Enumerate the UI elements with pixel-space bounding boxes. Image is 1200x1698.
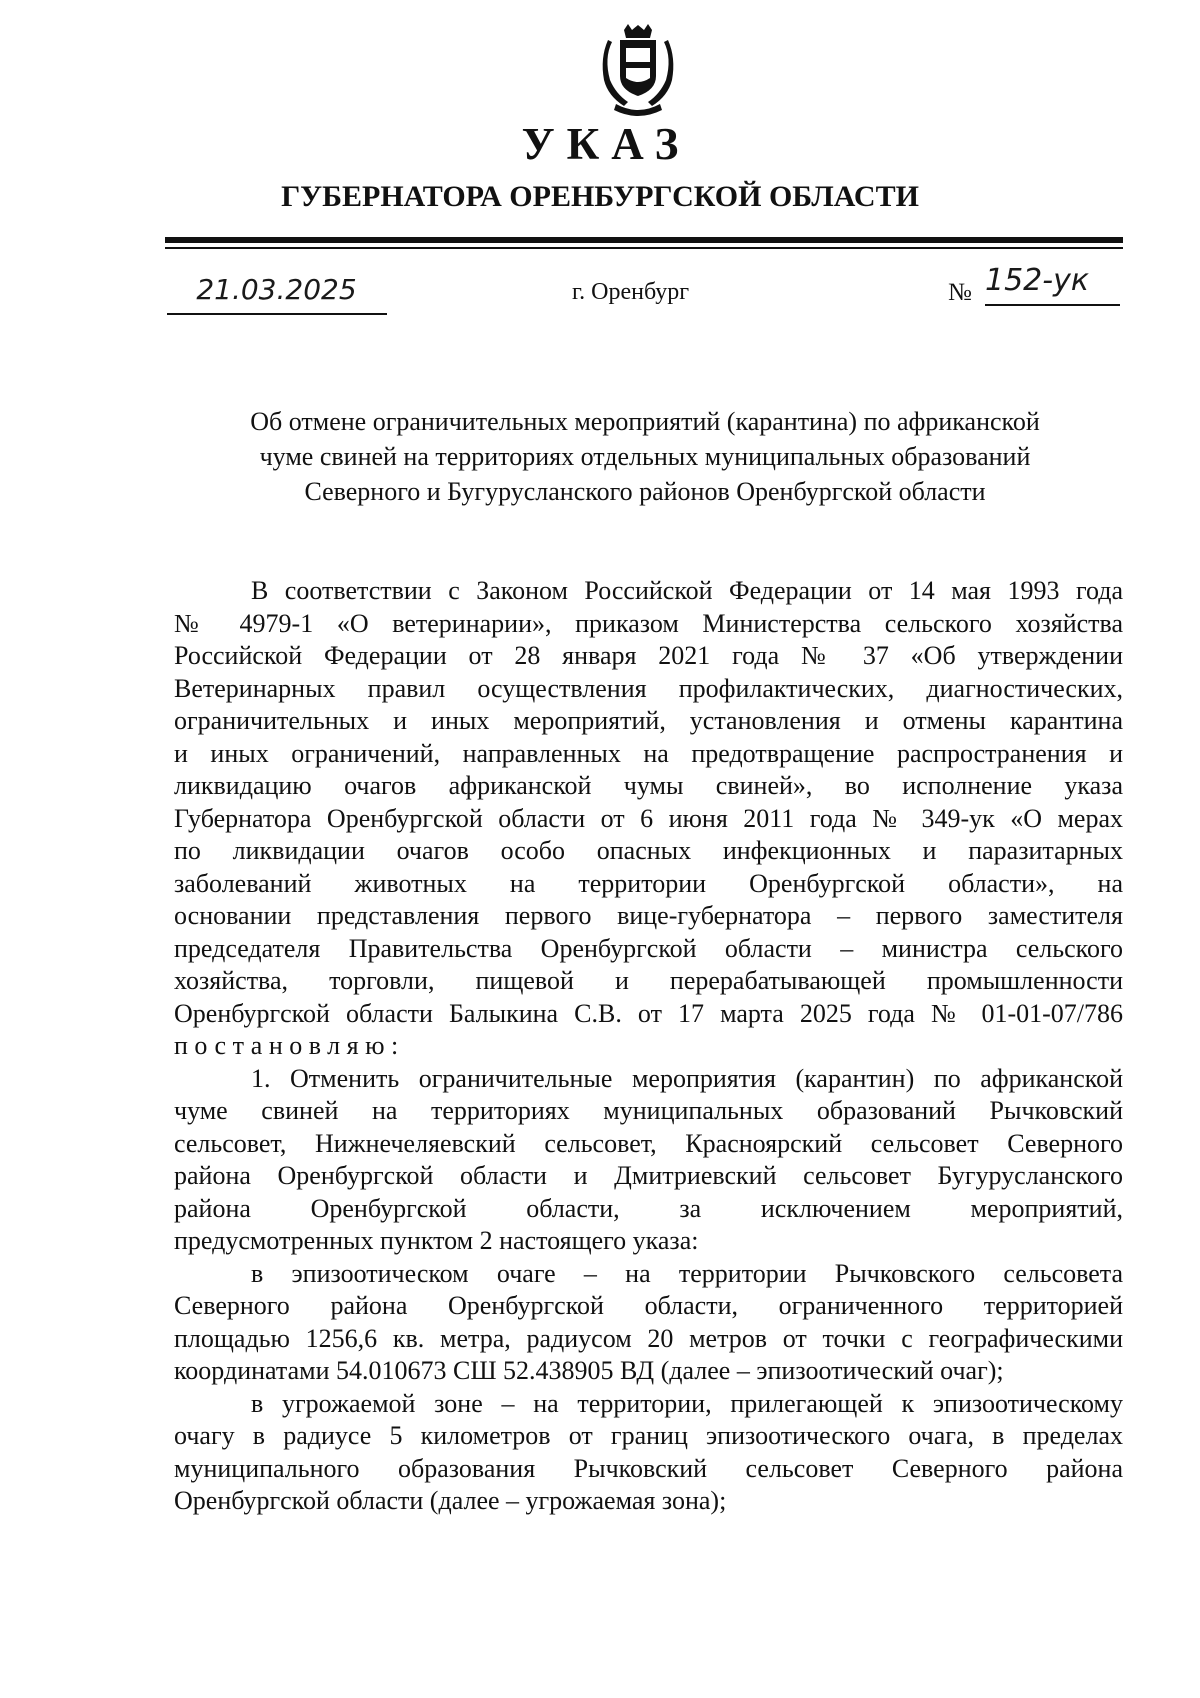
body-line: Губернатора Оренбургской области от 6 июня 2011 года № 349-ук «О мерах xyxy=(174,803,1123,833)
body-line: муниципального образования Рычковский сельсовет Северного района xyxy=(174,1453,1123,1483)
coat-of-arms-icon xyxy=(598,24,678,118)
body-line: 1. Отменить ограничительные мероприятия (карантин) по африканской xyxy=(251,1063,1123,1093)
body-line: ограничительных и иных мероприятий, установления и отмены карантина xyxy=(174,706,1123,735)
body-line: Оренбургской области Балыкина С.В. от 17 марта 2025 года № 01-01-07/786 xyxy=(174,998,1123,1028)
issuer-heading: ГУБЕРНАТОРА ОРЕНБУРГСКОЙ ОБЛАСТИ xyxy=(281,180,919,213)
subject-line: Северного и Бугурусланского районов Оренбургской области xyxy=(304,477,986,506)
decree-date: 21.03.2025 xyxy=(196,273,357,306)
body-line: района Оренбургской области и Дмитриевский сельсовет Бугурусланского xyxy=(174,1161,1123,1190)
body-line: председателя Правительства Оренбургской области – министра сельского xyxy=(174,933,1123,963)
body-line: чуме свиней на территориях муниципальных образований Рычковский xyxy=(174,1096,1123,1125)
header-divider-thick xyxy=(165,237,1123,243)
body-line: Российской Федерации от 28 января 2021 года № 37 «Об утверждении xyxy=(174,641,1123,670)
subject-line: Об отмене ограничительных мероприятий (карантина) по африканской xyxy=(250,407,1040,436)
body-line: в угрожаемой зоне – на территории, прилегающей к эпизоотическому xyxy=(251,1388,1123,1418)
decree-subject xyxy=(200,404,1090,509)
body-line: В соответствии с Законом Российской Федерации от 14 мая 1993 года xyxy=(251,576,1123,605)
decree-title: УКАЗ xyxy=(521,119,691,169)
body-line: координатами 54.010673 СШ 52.438905 ВД (далее – эпизоотический очаг); xyxy=(174,1356,1004,1385)
body-line: предусмотренных пунктом 2 настоящего указа: xyxy=(174,1226,699,1255)
number-sign: № xyxy=(948,279,972,306)
body-line: Оренбургской области (далее – угрожаемая зона); xyxy=(174,1486,727,1515)
body-line: основании представления первого вице-губернатора – первого заместителя xyxy=(174,901,1123,930)
body-line: сельсовет, Нижнечеляевский сельсовет, Красноярский сельсовет Северного xyxy=(174,1128,1123,1158)
header-divider-thin xyxy=(165,247,1123,249)
body-line: площадью 1256,6 кв. метра, радиусом 20 метров от точки с географическими xyxy=(174,1323,1123,1353)
decree-number: 152-ук xyxy=(985,263,1089,298)
subject-line: чуме свиней на территориях отдельных муниципальных образований xyxy=(259,442,1031,471)
body-line: в эпизоотическом очаге – на территории Рычковского сельсовета xyxy=(251,1258,1123,1288)
body-line: очагу в радиусе 5 километров от границ эпизоотического очага, в пределах xyxy=(174,1421,1123,1450)
body-line: района Оренбургской области, за исключением мероприятий, xyxy=(174,1193,1123,1223)
body-line: заболеваний животных на территории Оренбургской области», на xyxy=(174,868,1123,898)
decree-body xyxy=(174,575,1123,1518)
body-line: по ликвидации очагов особо опасных инфекционных и паразитарных xyxy=(174,836,1123,865)
body-line: хозяйства, торговли, пищевой и перерабатывающей промышленности xyxy=(174,966,1123,995)
body-line: Северного района Оренбургской области, ограниченного территорией xyxy=(174,1291,1123,1320)
issue-city: г. Оренбург xyxy=(572,279,690,305)
body-line: и иных ограничений, направленных на предотвращение распространения и xyxy=(174,738,1123,768)
body-line: Ветеринарных правил осуществления профилактических, диагностических, xyxy=(174,673,1123,703)
body-line: № 4979-1 «О ветеринарии», приказом Министерства сельского хозяйства xyxy=(174,608,1123,638)
date-underline xyxy=(167,313,387,315)
body-line: ликвидацию очагов африканской чумы свиней», во исполнение указа xyxy=(174,771,1123,800)
body-line: постановляю: xyxy=(174,1031,405,1060)
number-underline xyxy=(985,304,1120,306)
